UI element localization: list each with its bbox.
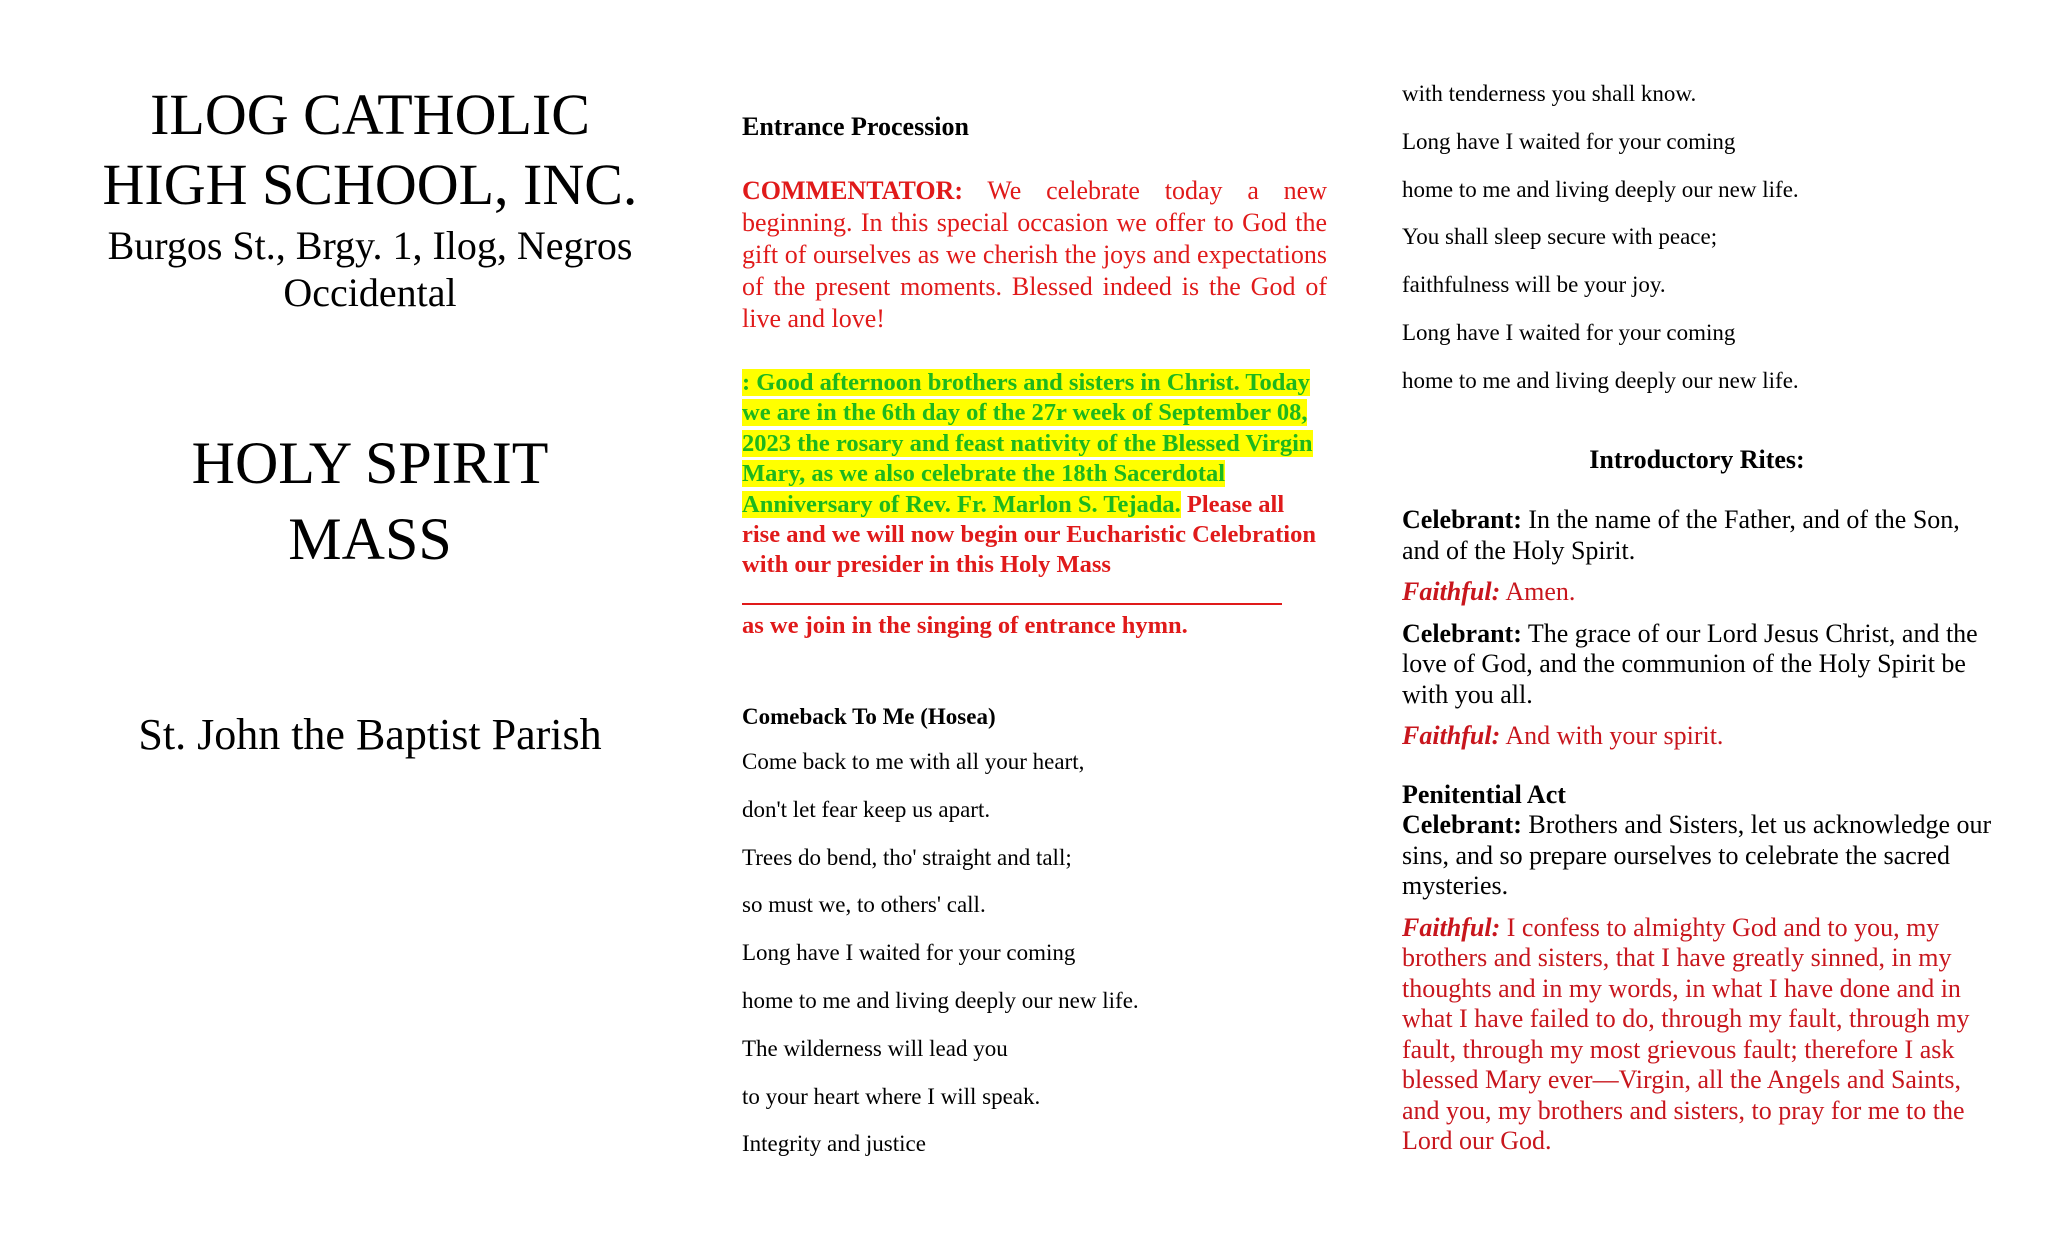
mass-title-line2: MASS	[288, 506, 452, 572]
celebrant-label: Celebrant:	[1402, 810, 1522, 839]
celebrant-text: The grace of our Lord Jesus Christ, and the love of God, and the communion of the Holy Spirit be with you all.	[1402, 618, 1978, 709]
commentator-label: COMMENTATOR:	[742, 176, 963, 205]
presider-blank-line	[742, 581, 1282, 605]
celebrant-line	[1402, 505, 2002, 566]
faithful-text: I confess to almighty God and to you, my brothers and sisters, that I have greatly sinned, in my thoughts and in my words, in what I have done and in what I have failed to do, through my fault, through my fault, through my most grievous fault; therefore I ask blessed Mary ever—Virgin, all the Angels and Saints, and you, my brothers and sisters, to pray for me to the Lord our God.	[1402, 912, 1970, 1155]
school-address	[60, 222, 680, 316]
school-name-line2: HIGH SCHOOL, INC.	[102, 152, 638, 217]
faithful-label: Faithful:	[1402, 912, 1501, 942]
lyric-line: Trees do bend, tho' straight and tall;	[742, 844, 1072, 870]
lyric-line: home to me and living deeply our new life.	[1402, 367, 1799, 393]
announcement-paragraph	[742, 368, 1327, 641]
lyric-line: so must we, to others' call.	[742, 892, 986, 918]
commentator-text: We celebrate today a new beginning. In this special occasion we offer to God the gift of ourselves as we cherish the joys and expectations of the present moments. Blessed indeed is the God of live and love!	[742, 176, 1327, 333]
lyric-line: faithfulness will be your joy.	[1402, 272, 1666, 298]
penitential-act-heading: Penitential Act	[1402, 779, 1566, 809]
celebrant-text: Brothers and Sisters, let us acknowledge our sins, and so prepare ourselves to celebrate the sacred mysteries.	[1402, 810, 1992, 900]
lyric-line: Come back to me with all your heart,	[742, 749, 1085, 774]
announcement-after-blank: as we join in the singing of entrance hymn.	[742, 611, 1188, 639]
mass-title	[60, 425, 680, 577]
lyric-line: Long have I waited for your coming	[1402, 128, 1736, 154]
celebrant-line	[1402, 619, 2002, 711]
faithful-text: Amen.	[1500, 577, 1576, 606]
hymn-lyrics	[742, 748, 1139, 1178]
faithful-label: Faithful:	[1402, 577, 1501, 606]
lyric-line: home to me and living deeply our new life.	[1402, 176, 1799, 202]
lyric-line: home to me and living deeply our new life.	[742, 987, 1139, 1013]
address-line1: Burgos St., Brgy. 1, Ilog, Negros	[107, 223, 633, 268]
faithful-line	[1402, 577, 2002, 608]
commentator-paragraph	[742, 175, 1327, 335]
school-name	[60, 80, 680, 220]
faithful-text: And with your spirit.	[1500, 721, 1724, 750]
parish-name: St. John the Baptist Parish	[138, 710, 602, 759]
lyric-line: You shall sleep secure with peace;	[1402, 224, 1718, 250]
lyric-line: Long have I waited for your coming	[1402, 319, 1736, 345]
school-name-line1: ILOG CATHOLIC	[150, 82, 590, 147]
lyric-line: Long have I waited for your coming	[742, 940, 1076, 966]
faithful-line	[1402, 721, 2002, 752]
highlighted-announcement: : Good afternoon brothers and sisters in Christ. Today we are in the 6th day of the 27r week of September 08, 2023 the rosary and feast nativity of the Blessed Virgin Mary, as we also celebrate the 18th Sacerdotal Anniversary of Rev. Fr. Marlon S. Tejada.	[742, 369, 1313, 518]
hymn-lyrics-continued	[1402, 80, 1799, 415]
announcement-rest: Please all rise and we will now begin our Eucharistic Celebration with our presider in this Holy Mass	[742, 490, 1316, 579]
mass-title-line1: HOLY SPIRIT	[191, 430, 549, 496]
lyric-line: Integrity and justice	[742, 1131, 926, 1157]
celebrant-line	[1402, 810, 2002, 902]
faithful-line	[1402, 913, 2002, 1157]
lyric-line: to your heart where I will speak.	[742, 1083, 1041, 1109]
address-line2: Occidental	[283, 270, 457, 315]
celebrant-text: In the name of the Father, and of the Son, and of the Holy Spirit.	[1402, 505, 1960, 565]
celebrant-label: Celebrant:	[1402, 505, 1522, 534]
faithful-label: Faithful:	[1402, 721, 1501, 750]
rites-text	[1402, 505, 2002, 1168]
hymn-title: Comeback To Me (Hosea)	[742, 704, 996, 729]
lyric-line: with tenderness you shall know.	[1402, 81, 1697, 106]
celebrant-label: Celebrant:	[1402, 618, 1522, 648]
lyric-line: The wilderness will lead you	[742, 1035, 1008, 1061]
entrance-heading: Entrance Procession	[742, 112, 969, 141]
lyric-line: don't let fear keep us apart.	[742, 796, 991, 822]
introductory-rites-heading: Introductory Rites:	[1589, 445, 1805, 474]
